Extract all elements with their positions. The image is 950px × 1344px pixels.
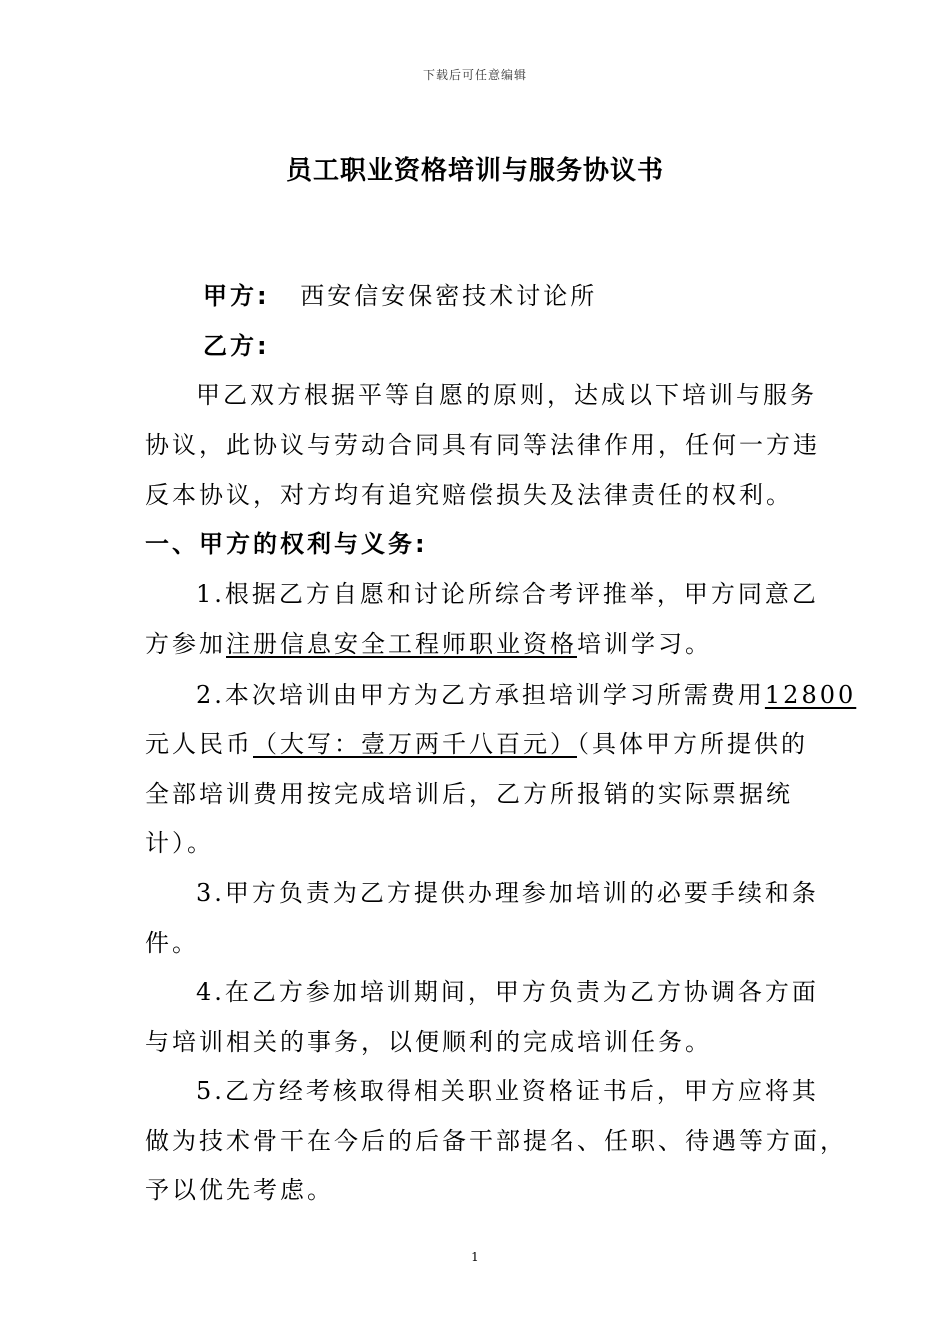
clause-5-line-3: 予以优先考虑。	[145, 1176, 334, 1204]
clause-1-text: 方参加	[145, 630, 226, 658]
clause-2-line-1	[196, 675, 856, 710]
clause-5-line-1: 5.乙方经考核取得相关职业资格证书后，甲方应将其	[196, 1077, 819, 1105]
currency-label: 元人民币	[145, 730, 253, 758]
clause-4-line-1: 4.在乙方参加培训期间，甲方负责为乙方协调各方面	[196, 978, 819, 1006]
page-title: 员工职业资格培训与服务协议书	[285, 156, 664, 186]
fee-amount-words: （大写：壹万两千八百元）	[253, 730, 577, 758]
header-note: 下载后可任意编辑	[422, 68, 527, 82]
training-program-name: 注册信息安全工程师职业资格	[226, 630, 577, 658]
party-a-name: 西安信安保密技术讨论所	[300, 282, 598, 310]
clause-2-line-3: 全部培训费用按完成培训后，乙方所报销的实际票据统	[145, 780, 793, 808]
clause-3-line-2: 件。	[145, 929, 199, 957]
clause-2-text: 2.本次培训由甲方为乙方承担培训学习所需费用	[196, 681, 765, 709]
intro-line-1: 甲乙双方根据平等自愿的原则，达成以下培训与服务	[196, 381, 817, 409]
clause-1-line-2	[145, 624, 712, 659]
clause-2-text-cont: （具体甲方所提供的	[577, 730, 808, 758]
clause-3-line-1: 3.甲方负责为乙方提供办理参加培训的必要手续和条	[196, 879, 819, 907]
party-a-label: 甲方:	[203, 282, 270, 310]
clause-5-line-2: 做为技术骨干在今后的后备干部提名、任职、待遇等方面，	[145, 1127, 847, 1155]
clause-1-line-1: 1.根据乙方自愿和讨论所综合考评推举，甲方同意乙	[196, 580, 819, 608]
clause-4-line-2: 与培训相关的事务，以便顺利的完成培训任务。	[145, 1028, 712, 1056]
party-b-label: 乙方:	[203, 332, 270, 360]
clause-1-text-end: 培训学习。	[577, 630, 712, 658]
section-heading-1: 一、甲方的权利与义务:	[145, 530, 428, 558]
clause-2-line-4: 计）。	[145, 829, 214, 857]
fee-amount: 12800	[764, 681, 857, 709]
intro-line-3: 反本协议，对方均有追究赔偿损失及法律责任的权利。	[145, 481, 793, 509]
party-b-line	[203, 326, 270, 361]
intro-line-2: 协议，此协议与劳动合同具有同等法律作用，任何一方违	[145, 431, 820, 459]
page-number: 1	[471, 1250, 479, 1264]
clause-2-line-2	[145, 724, 808, 759]
party-a-line	[203, 276, 597, 311]
